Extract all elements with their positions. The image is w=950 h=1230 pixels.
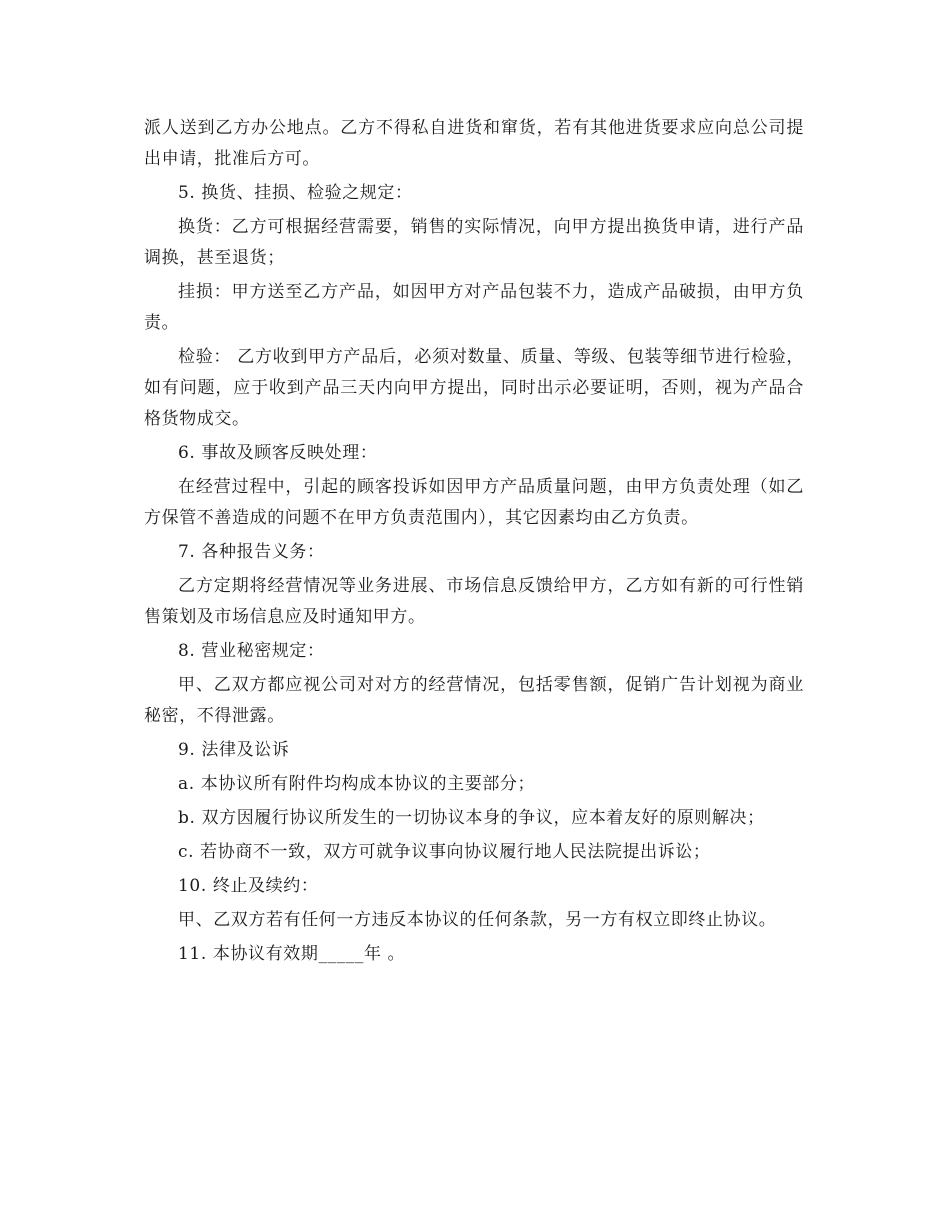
paragraph-continuation: 派人送到乙方办公地点。乙方不得私自进货和窜货，若有其他进货要求应向总公司提出申请，批准后方可。 (144, 118, 804, 169)
section-9-heading: 9. 法律及讼诉 (178, 740, 290, 760)
paragraph-inspection: 检验： 乙方收到甲方产品后，必须对数量、质量、等级、包装等细节进行检验，如有问题，应于收到产品三天内向甲方提出，同时出示必要证明，否则，视为产品合格货物成交。 (144, 347, 804, 429)
section-6-heading: 6. 事故及顾客反映处理： (178, 443, 378, 463)
section-8-heading: 8. 营业秘密规定： (178, 641, 325, 661)
list-item-c: c. 若协商不一致，双方可就争议事向协议履行地人民法院提出诉讼； (178, 842, 711, 862)
section-10-heading: 10. 终止及续约： (178, 876, 319, 896)
paragraph-secrets: 甲、乙双方都应视公司对对方的经营情况，包括零售额，促销广告计划视为商业秘密，不得泄露。 (144, 675, 804, 726)
list-item-a: a. 本协议所有附件均构成本协议的主要部分； (178, 774, 536, 794)
paragraph-complaints: 在经营过程中，引起的顾客投诉如因甲方产品质量问题，由甲方负责处理（如乙方保管不善造成的问题不在甲方负责范围内），其它因素均由乙方负责。 (144, 477, 804, 528)
list-item-b: b. 双方因履行协议所发生的一切协议本身的争议，应本着友好的原则解决； (178, 808, 765, 828)
section-5-heading: 5. 换货、挂损、检验之规定： (178, 183, 413, 203)
section-11-heading: 11. 本协议有效期_____年 。 (178, 944, 406, 964)
paragraph-reporting: 乙方定期将经营情况等业务进展、市场信息反馈给甲方，乙方如有新的可行性销售策划及市场信息应及时通知甲方。 (144, 576, 804, 627)
paragraph-damage: 挂损：甲方送至乙方产品，如因甲方对产品包装不力，造成产品破损，由甲方负责。 (144, 282, 804, 333)
paragraph-exchange: 换货：乙方可根据经营需要，销售的实际情况，向甲方提出换货申请，进行产品调换，甚至退货； (144, 217, 804, 268)
section-7-heading: 7. 各种报告义务： (178, 542, 325, 562)
document-page (144, 113, 804, 973)
paragraph-termination: 甲、乙双方若有任何一方违反本协议的任何条款，另一方有权立即终止协议。 (178, 910, 777, 930)
